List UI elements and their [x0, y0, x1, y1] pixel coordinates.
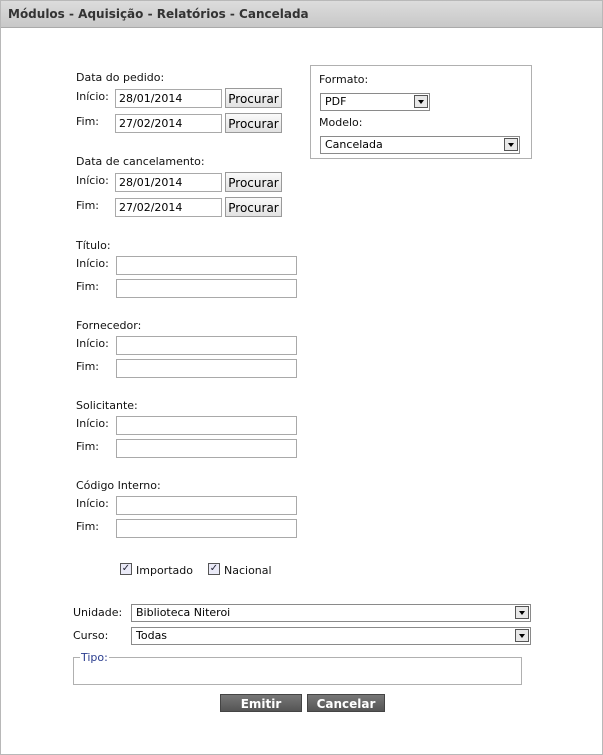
solicitante-fim-input[interactable]: [116, 439, 297, 458]
data-pedido-fim-input[interactable]: 27/02/2014: [115, 114, 222, 133]
solicitante-fim-label: Fim:: [76, 440, 100, 453]
unidade-value: Biblioteca Niteroi: [136, 606, 231, 619]
unidade-label: Unidade:: [73, 606, 123, 619]
chevron-down-icon[interactable]: [504, 138, 518, 151]
importado-label: Importado: [136, 564, 193, 577]
fornecedor-inicio-label: Início:: [76, 337, 109, 350]
data-cancelamento-label: Data de cancelamento:: [76, 155, 205, 168]
fornecedor-fim-label: Fim:: [76, 360, 100, 373]
codigo-interno-inicio-input[interactable]: [116, 496, 297, 515]
data-pedido-inicio-input[interactable]: 28/01/2014: [115, 89, 222, 108]
data-pedido-label: Data do pedido:: [76, 71, 165, 84]
unidade-select[interactable]: [131, 604, 531, 622]
solicitante-label: Solicitante:: [76, 399, 138, 412]
titulo-fim-label: Fim:: [76, 280, 100, 293]
check-icon: ✓: [209, 563, 219, 574]
data-cancelamento-inicio-procurar-button[interactable]: Procurar: [225, 172, 282, 192]
titulo-fim-input[interactable]: [116, 279, 297, 298]
codigo-interno-label: Código Interno:: [76, 479, 161, 492]
curso-value: Todas: [136, 629, 168, 642]
titulo-label: Título:: [76, 239, 111, 252]
title-bar: [1, 1, 602, 28]
titulo-inicio-input[interactable]: [116, 256, 297, 275]
curso-select[interactable]: [131, 627, 531, 645]
formato-label: Formato:: [319, 73, 369, 86]
chevron-down-icon[interactable]: [414, 95, 428, 108]
chevron-down-icon[interactable]: [515, 629, 529, 642]
page-title: Módulos - Aquisição - Relatórios - Cancelada: [8, 7, 309, 21]
data-pedido-fim-procurar-button[interactable]: Procurar: [225, 113, 282, 133]
modelo-select[interactable]: [320, 136, 520, 154]
data-pedido-inicio-procurar-button[interactable]: Procurar: [225, 88, 282, 108]
data-cancelamento-fim-label: Fim:: [76, 199, 100, 212]
emitir-button[interactable]: Emitir: [220, 694, 302, 712]
modelo-label: Modelo:: [319, 116, 363, 129]
cancelar-button[interactable]: Cancelar: [307, 694, 385, 712]
data-cancelamento-fim-input[interactable]: 27/02/2014: [115, 198, 222, 217]
data-cancelamento-inicio-input[interactable]: 28/01/2014: [115, 173, 222, 192]
format-model-panel: [310, 65, 532, 159]
tipo-legend: Tipo:: [81, 651, 108, 664]
chevron-down-icon[interactable]: [515, 606, 529, 619]
check-icon: ✓: [121, 563, 131, 574]
modelo-value: Cancelada: [325, 138, 383, 151]
data-cancelamento-inicio-label: Início:: [76, 174, 109, 187]
solicitante-inicio-label: Início:: [76, 417, 109, 430]
solicitante-inicio-input[interactable]: [116, 416, 297, 435]
formato-value: PDF: [325, 95, 347, 108]
tipo-fieldset: [73, 651, 522, 685]
data-pedido-fim-label: Fim:: [76, 115, 100, 128]
fornecedor-label: Fornecedor:: [76, 319, 142, 332]
importado-checkbox[interactable]: [120, 563, 132, 575]
data-pedido-inicio-label: Início:: [76, 90, 109, 103]
codigo-interno-fim-label: Fim:: [76, 520, 100, 533]
nacional-label: Nacional: [224, 564, 272, 577]
formato-select[interactable]: [320, 93, 430, 111]
codigo-interno-fim-input[interactable]: [116, 519, 297, 538]
titulo-inicio-label: Início:: [76, 257, 109, 270]
curso-label: Curso:: [73, 629, 109, 642]
fornecedor-inicio-input[interactable]: [116, 336, 297, 355]
fornecedor-fim-input[interactable]: [116, 359, 297, 378]
data-cancelamento-fim-procurar-button[interactable]: Procurar: [225, 197, 282, 217]
nacional-checkbox[interactable]: [208, 563, 220, 575]
codigo-interno-inicio-label: Início:: [76, 497, 109, 510]
